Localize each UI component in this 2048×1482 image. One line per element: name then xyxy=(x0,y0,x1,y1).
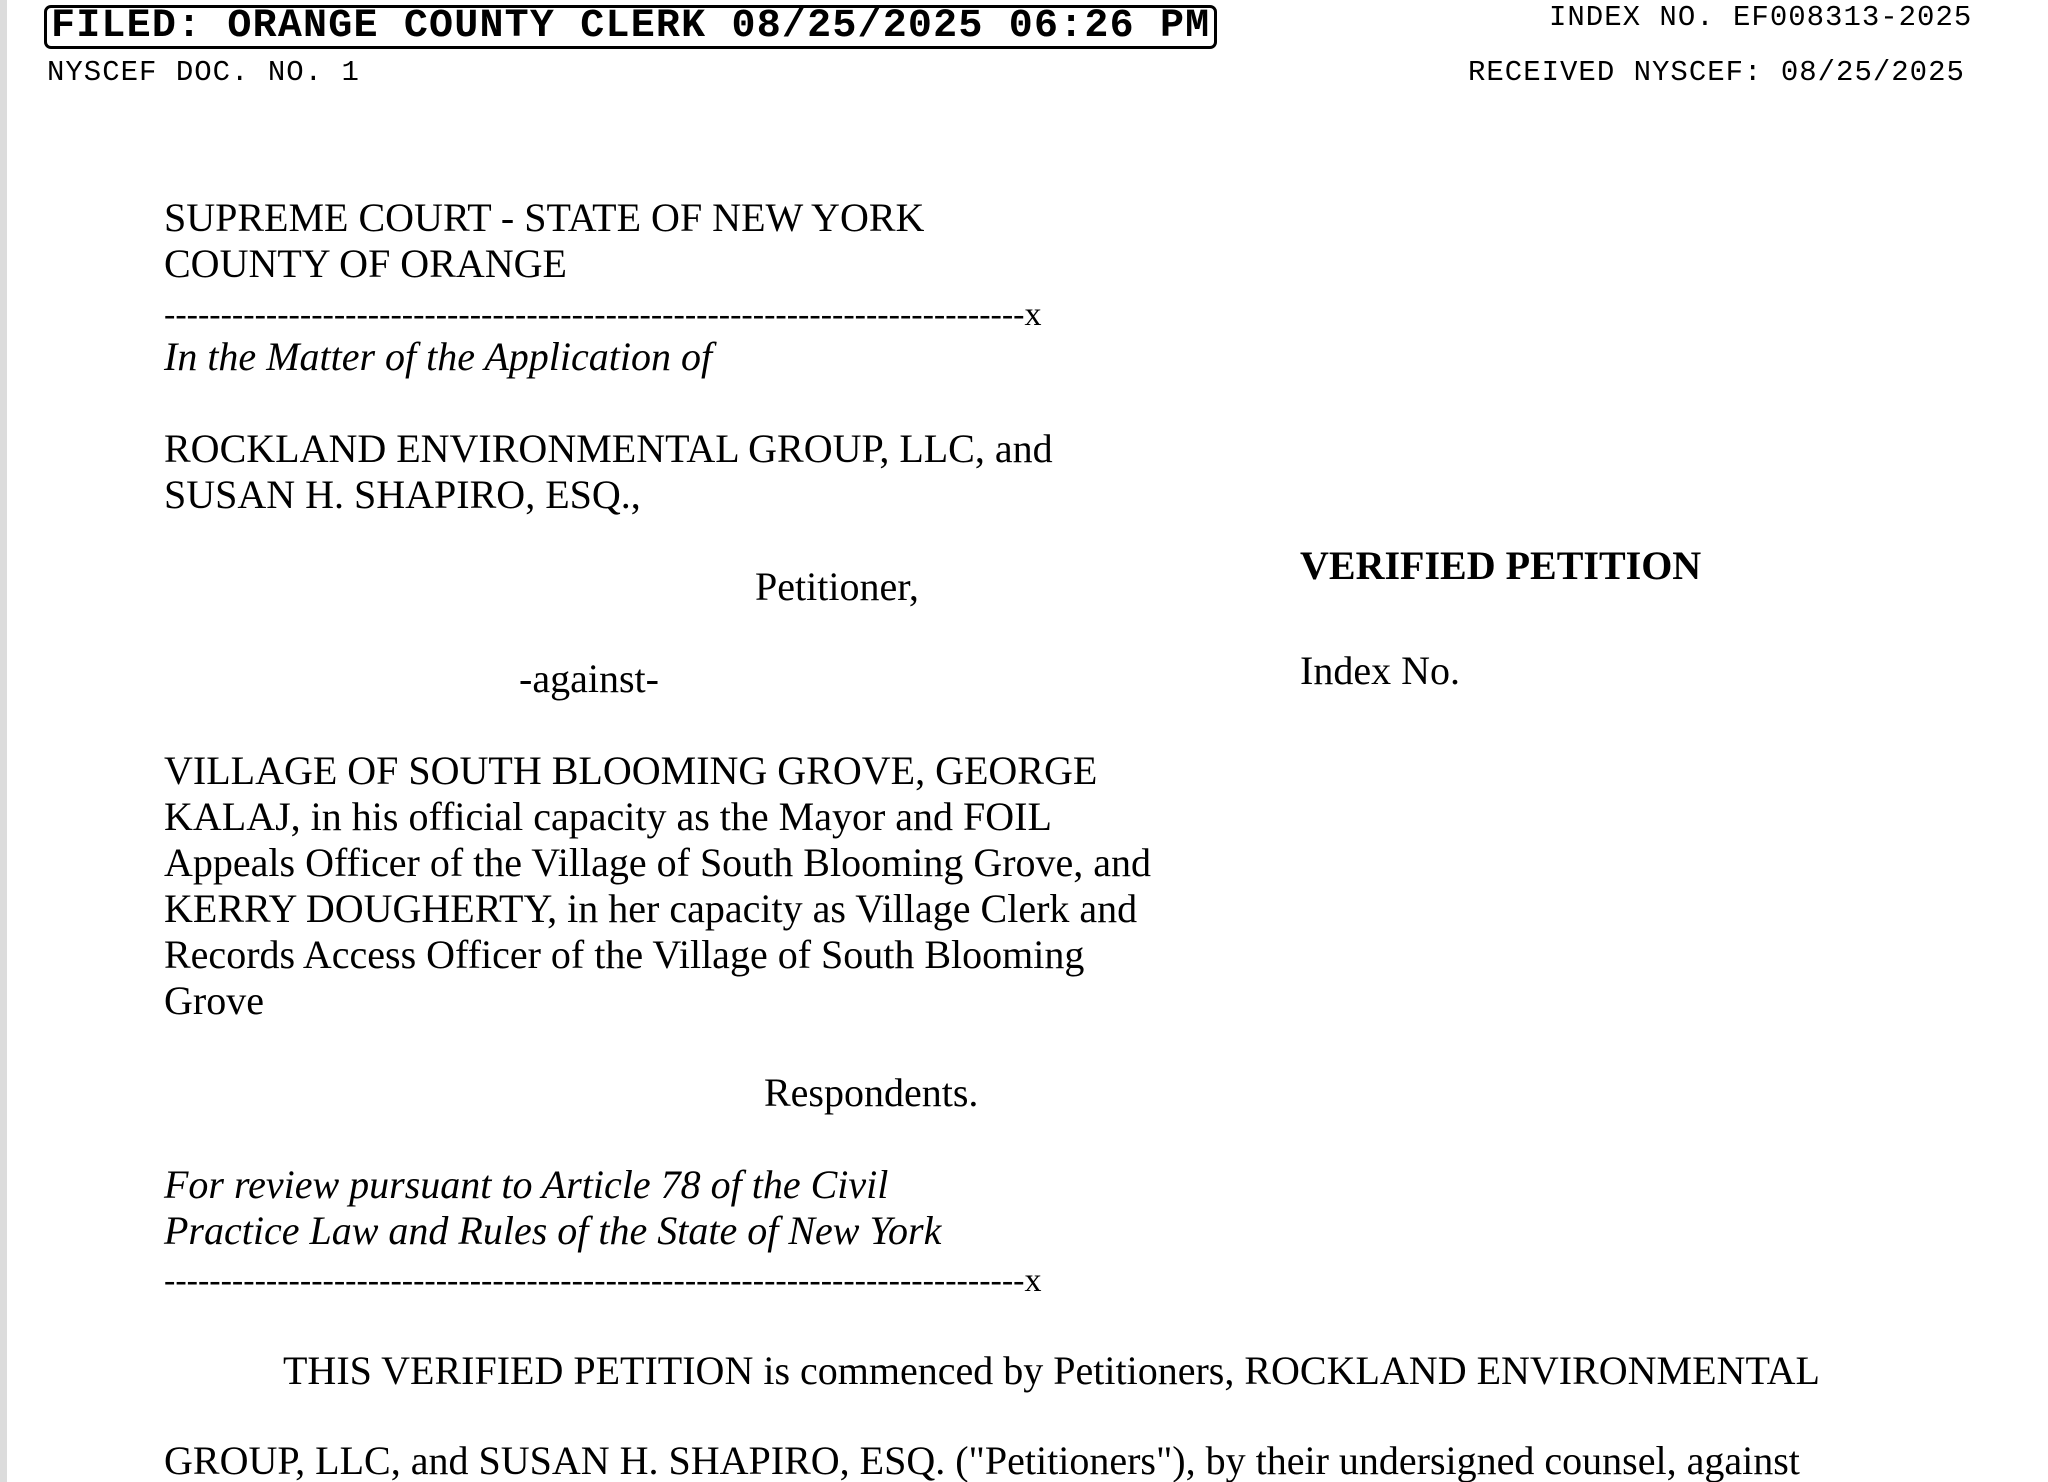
respondent-line-3: Appeals Officer of the Village of South Blooming Grove, and xyxy=(164,840,1152,885)
body-line-2: GROUP, LLC, and SUSAN H. SHAPIRO, ESQ. ("Petitioners"), by their undersigned counsel, against xyxy=(164,1438,1800,1482)
against-label: -against- xyxy=(519,656,659,701)
review-line-2: Practice Law and Rules of the State of New York xyxy=(164,1208,942,1253)
petitioner-label: Petitioner, xyxy=(755,564,919,609)
document-title: VERIFIED PETITION xyxy=(1300,543,1702,588)
nyscef-doc-number: NYSCEF DOC. NO. 1 xyxy=(47,56,360,89)
respondent-line-4: KERRY DOUGHERTY, in her capacity as Village Clerk and xyxy=(164,886,1138,931)
matter-of-line: In the Matter of the Application of xyxy=(164,334,713,379)
respondent-line-2: KALAJ, in his official capacity as the Mayor and FOIL xyxy=(164,794,1052,839)
body-line-1: THIS VERIFIED PETITION is commenced by Petitioners, ROCKLAND ENVIRONMENTAL xyxy=(283,1348,1820,1393)
petitioner-line-2: SUSAN H. SHAPIRO, ESQ., xyxy=(164,472,641,517)
caption-rule-bottom: ----------------------------------------------------------------------------x xyxy=(164,1262,1042,1299)
petitioner-line-1: ROCKLAND ENVIRONMENTAL GROUP, LLC, and xyxy=(164,426,1053,471)
court-name: SUPREME COURT - STATE OF NEW YORK xyxy=(164,195,925,240)
caption-rule-top: ----------------------------------------------------------------------------x xyxy=(164,296,1042,333)
viewer-left-edge xyxy=(0,0,7,1482)
respondent-line-5: Records Access Officer of the Village of South Blooming xyxy=(164,932,1085,977)
index-number: INDEX NO. EF008313-2025 xyxy=(1549,1,1973,34)
received-date: RECEIVED NYSCEF: 08/25/2025 xyxy=(1468,56,1965,89)
respondent-line-1: VILLAGE OF SOUTH BLOOMING GROVE, GEORGE xyxy=(164,748,1098,793)
document-page xyxy=(7,0,2048,1482)
county-name: COUNTY OF ORANGE xyxy=(164,241,567,286)
review-line-1: For review pursuant to Article 78 of the Civil xyxy=(164,1162,889,1207)
respondent-line-6: Grove xyxy=(164,978,264,1023)
filed-stamp: FILED: ORANGE COUNTY CLERK 08/25/2025 06:26 PM xyxy=(44,5,1217,49)
respondents-label: Respondents. xyxy=(764,1070,979,1115)
index-no-label: Index No. xyxy=(1300,648,1460,693)
